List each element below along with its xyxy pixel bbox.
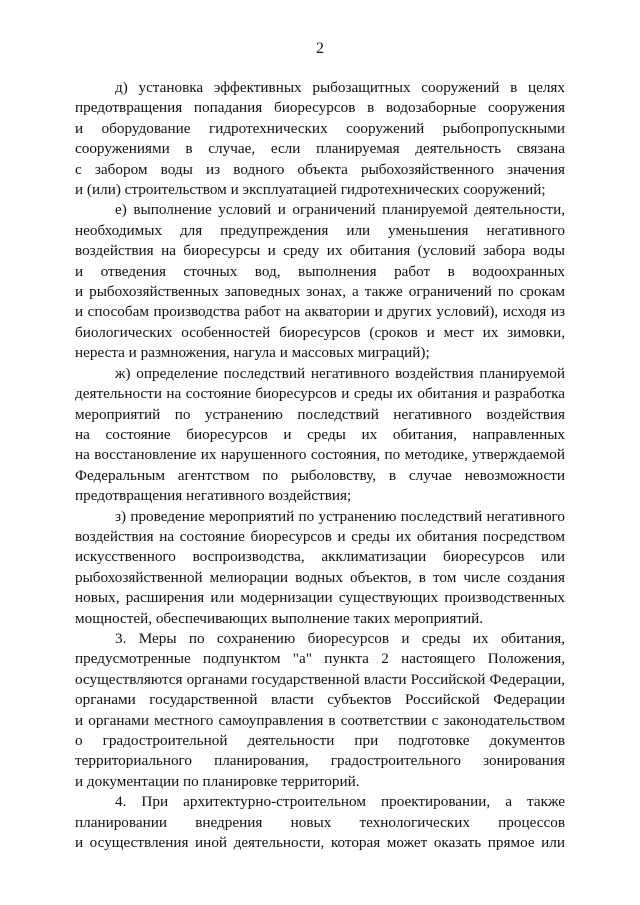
paragraph-zh-line-2: деятельности на состояние биоресурсов и среды их обитания и разработка	[75, 385, 565, 403]
paragraph-3-line-6: о градостроительной деятельности при подготовке документов	[75, 732, 565, 749]
paragraph-3-line-1: 3. Меры по сохранению биоресурсов и среды их обитания,	[115, 629, 565, 647]
paragraph-z-line-6: мощностей, обеспечивающих выполнение таких мероприятий.	[75, 609, 484, 627]
paragraph-d-line-1: д) установка эффективных рыбозащитных сооружений в целях	[115, 79, 565, 96]
paragraph-3-line-7: территориального планирования, градостроительного зонирования	[75, 752, 565, 770]
paragraph-e-line-4: и отведения сточных вод, выполнения работ в водоохранных	[75, 262, 565, 280]
paragraph-e-line-3: воздействия на биоресурсы и среду их обитания (условий забора воды	[75, 242, 565, 260]
paragraph-3-line-4: органами государственной власти субъектов Российской Федерации	[75, 691, 565, 709]
paragraph-3-line-3: осуществляются органами государственной власти Российской Федерации,	[75, 670, 565, 688]
paragraph-e-line-6: и способам производства работ на акватории и других условий), исходя из	[75, 303, 565, 321]
paragraph-d-line-2: предотвращения попадания биоресурсов в водозаборные сооружения	[75, 99, 565, 117]
paragraph-z-line-1: з) проведение мероприятий по устранению последствий негативного	[115, 507, 565, 525]
paragraph-3-line-8: и документации по планировке территорий.	[75, 772, 360, 790]
paragraph-zh-line-6: Федеральным агентством по рыболовству, в случае невозможности	[75, 466, 565, 484]
paragraph-zh-line-4: на состояние биоресурсов и среды их обитания, направленных	[75, 425, 565, 443]
paragraph-e-line-5: и рыбохозяйственных заповедных зонах, а также ограничений по срокам	[75, 283, 565, 301]
paragraph-3-line-5: и органами местного самоуправления в соответствии с законодательством	[75, 711, 565, 729]
paragraph-zh-line-5: на восстановление их нарушенного состояния, по методике, утверждаемой	[75, 446, 565, 464]
paragraph-d-line-4: сооружениями в случае, если планируемая деятельность связана	[75, 140, 565, 158]
paragraph-z-line-5: новых, расширения или модернизации существующих производственных	[75, 589, 565, 607]
paragraph-d-line-3: и оборудование гидротехнических сооружений рыбопропускными	[75, 119, 565, 137]
paragraph-4-line-1: 4. При архитектурно-строительном проектировании, а также	[115, 793, 565, 811]
paragraph-z-line-2: воздействия на состояние биоресурсов и среды их обитания посредством	[75, 527, 565, 545]
paragraph-z-line-4: рыбохозяйственной мелиорации водных объектов, в том числе создания	[75, 568, 565, 586]
paragraph-4-line-3: и осуществления иной деятельности, которая может оказать прямое или	[75, 834, 565, 852]
paragraph-4-line-2: планировании внедрения новых технологических процессов	[75, 813, 565, 831]
paragraph-zh-line-3: мероприятий по устранению последствий негативного воздействия	[75, 405, 565, 423]
page-number: 2	[316, 40, 324, 57]
paragraph-d-line-6: и (или) строительством и эксплуатацией гидротехнических сооружений;	[75, 181, 546, 199]
paragraph-e-line-7: биологических особенностей биоресурсов (сроков и мест их зимовки,	[75, 323, 565, 341]
paragraph-e-line-1: е) выполнение условий и ограничений планируемой деятельности,	[115, 201, 565, 219]
paragraph-z-line-3: искусственного воспроизводства, акклиматизации биоресурсов или	[75, 548, 565, 566]
paragraph-3-line-2: предусмотренные подпунктом "а" пункта 2 настоящего Положения,	[75, 650, 565, 668]
paragraph-d-line-5: с забором воды из водного объекта рыбохозяйственного значения	[75, 160, 565, 178]
paragraph-e-line-8: нереста и размножения, нагула и массовых миграций);	[75, 344, 430, 362]
paragraph-e-line-2: необходимых для предупреждения или уменьшения негативного	[75, 221, 565, 239]
paragraph-zh-line-7: предотвращения негативного воздействия;	[75, 487, 352, 505]
paragraph-zh-line-1: ж) определение последствий негативного воздействия планируемой	[115, 364, 565, 382]
document-body	[75, 78, 565, 853]
